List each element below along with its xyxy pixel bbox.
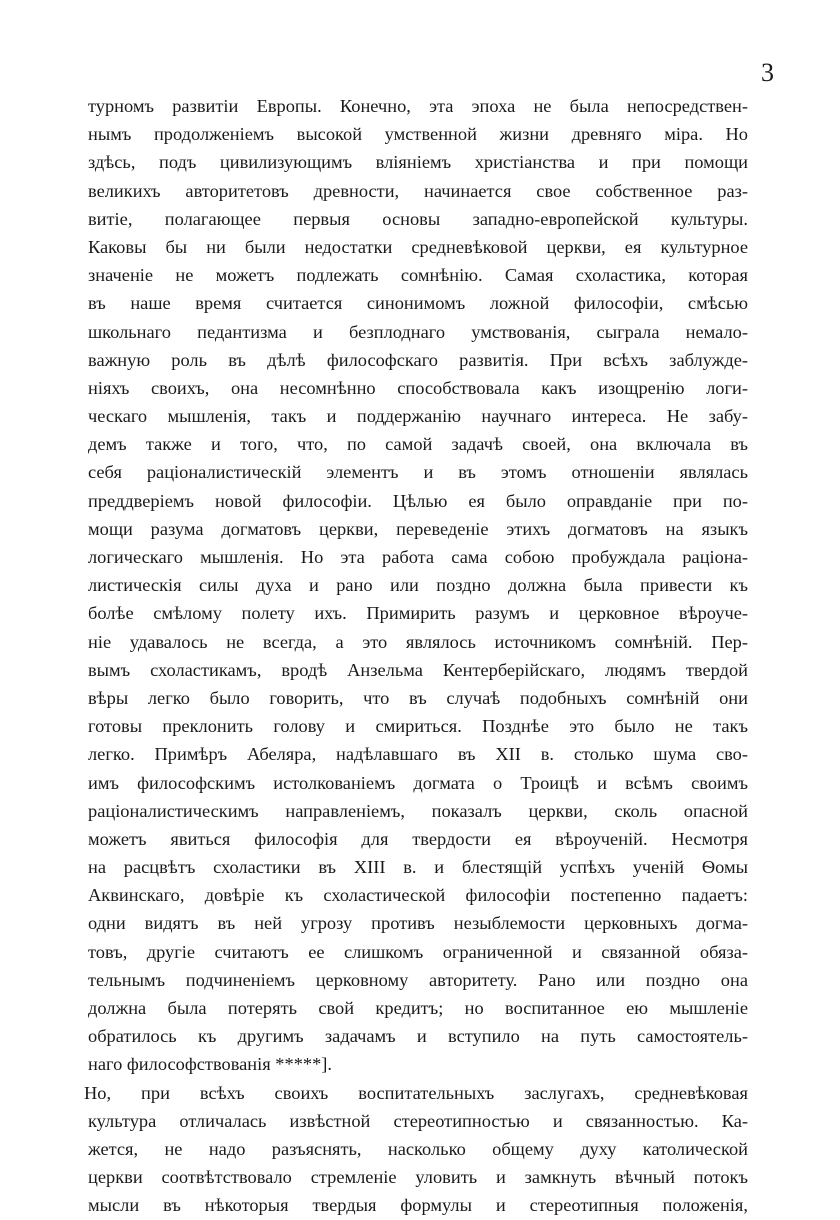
text-line: церкви соотвѣтствовало стремленіе уловить и замкнуть вѣчный потокъ <box>88 1167 748 1188</box>
text-line: турномъ развитіи Европы. Конечно, эта эпоха не была непосредствен- <box>88 96 748 116</box>
text-line: раціоналистическимъ направленіемъ, показалъ церкви, сколь опасной <box>88 800 748 821</box>
text-line: себя раціоналистическій элементъ и въ этомъ отношеніи являлась <box>88 462 748 483</box>
text-line: Аквинскаго, довѣріе къ схоластической философіи постепенно падаетъ: <box>88 885 748 906</box>
paragraph-2 <box>84 1079 748 1220</box>
text-line: въ наше время считается синонимомъ ложной философіи, смѣсью <box>88 293 748 314</box>
text-line: нымъ продолженіемъ высокой умственной жизни древняго міра. Но <box>88 124 748 145</box>
text-line: школьнаго педантизма и безплоднаго умствованія, сыграла немало- <box>88 321 748 342</box>
text-line: болѣе смѣлому полету ихъ. Примирить разумъ и церковное вѣроуче- <box>88 603 748 624</box>
text-line: здѣсь, подъ цивилизующимъ вліяніемъ христіанства и при помощи <box>88 152 748 173</box>
text-line: великихъ авторитетовъ древности, начинается свое собственное раз- <box>88 180 748 201</box>
text-line: ніяхъ своихъ, она несомнѣнно способствовала какъ изощренію логи- <box>88 377 748 398</box>
text-line: мысли въ нѣкоторыя твердыя формулы и стереотипныя положенія, <box>88 1195 748 1216</box>
text-line: логическаго мышленія. Но эта работа сама собою пробуждала раціона- <box>88 547 748 567</box>
text-line: витіе, полагающее первыя основы западно-европейской культуры. <box>88 208 748 229</box>
text-line: обратилось къ другимъ задачамъ и вступило на путь самостоятель- <box>88 1026 748 1047</box>
text-line: имъ философскимъ истолкованіемъ догмата о Троицѣ и всѣмъ своимъ <box>88 772 748 793</box>
text-line: одни видятъ въ ней угрозу противъ незыблемости церковныхъ догма- <box>88 913 748 934</box>
text-line: легко. Примѣръ Абеляра, надѣлавшаго въ XII в. столько шума сво- <box>88 744 748 765</box>
text-line: на расцвѣтъ схоластики въ XIII в. и блестящій успѣхъ ученій Ѳомы <box>88 857 748 878</box>
text-line: товъ, другіе считаютъ ее слишкомъ ограниченной и связанной обяза- <box>88 941 748 962</box>
page-number: 3 <box>761 58 774 87</box>
text-line: Каковы бы ни были недостатки средневѣковой церкви, ея культурное <box>88 236 748 257</box>
text-line: культура отличалась извѣстной стереотипностью и связанностью. Ка- <box>88 1110 748 1131</box>
text-line: Но, при всѣхъ своихъ воспитательныхъ заслугахъ, средневѣковая <box>84 1082 748 1103</box>
text-line: мощи разума догматовъ церкви, переведеніе этихъ догматовъ на языкъ <box>88 518 748 539</box>
text-line: преддверіемъ новой философіи. Цѣлью ея было оправданіе при по- <box>88 490 748 511</box>
text-line: важную роль въ дѣлѣ философскаго развитія. При всѣхъ заблужде- <box>88 349 748 370</box>
text-line: тельнымъ подчиненіемъ церковному авторитету. Рано или поздно она <box>88 969 748 990</box>
text-line: демъ также и того, что, по самой задачѣ своей, она включала въ <box>88 434 748 455</box>
text-line: жется, не надо разъяснять, насколько общему духу католической <box>88 1138 748 1159</box>
text-line: готовы преклонить голову и смириться. Позднѣе это было не такъ <box>88 716 748 737</box>
text-line: ніе удавалось не всегда, а это являлось источникомъ сомнѣній. Пер- <box>88 631 748 652</box>
text-line: вѣры легко было говорить, что въ случаѣ подобныхъ сомнѣній они <box>88 687 748 708</box>
text-line: можетъ явиться философія для твердости ея вѣроученій. Несмотря <box>88 828 748 849</box>
text-line: вымъ схоластикамъ, вродѣ Анзельма Кентерберійскаго, людямъ твердой <box>88 659 748 680</box>
text-line: должна была потерять свой кредитъ; но воспитанное ею мышленіе <box>88 998 748 1018</box>
body-text <box>84 92 748 1220</box>
paragraph-1 <box>88 92 748 1079</box>
text-line: ческаго мышленія, такъ и поддержанію научнаго интереса. Не забу- <box>88 406 748 427</box>
text-line: листическія силы духа и рано или поздно должна была привести къ <box>88 575 748 596</box>
text-line: наго философствованія *****]. <box>88 1054 333 1075</box>
text-line: значеніе не можетъ подлежать сомнѣнію. Самая схоластика, которая <box>88 265 748 286</box>
